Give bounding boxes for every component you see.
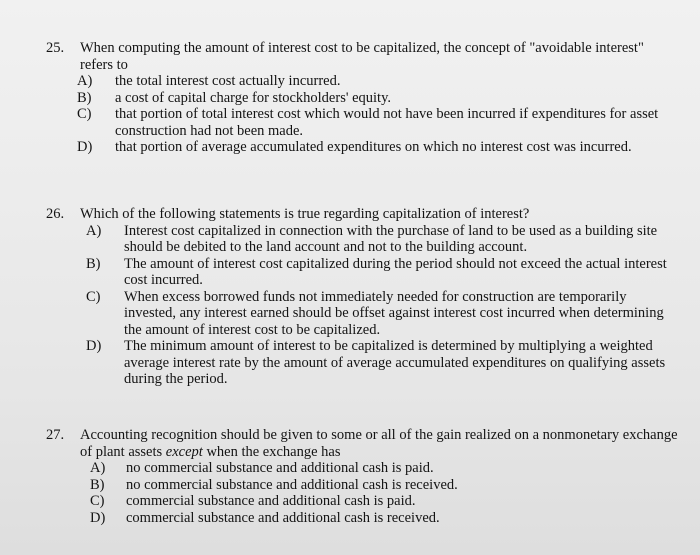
option-letter: B) xyxy=(86,255,101,272)
question-stem xyxy=(40,40,680,73)
option-a xyxy=(40,223,680,256)
option-text: no commercial substance and additional cash is paid. xyxy=(126,460,434,476)
option-text: The minimum amount of interest to be capitalized is determined by multiplying a weighted average interest rate by the amount of average accumulated expenditures on qualifying assets during the period. xyxy=(124,338,666,387)
option-text: that portion of total interest cost which would not have been incurred if expenditures for asset construction had not been made. xyxy=(115,106,659,139)
option-d xyxy=(40,510,680,527)
option-d xyxy=(40,338,680,388)
option-letter: C) xyxy=(90,493,105,509)
question-text-emphasis: except xyxy=(165,443,203,460)
option-letter: B) xyxy=(77,89,92,106)
option-letter: D) xyxy=(77,139,93,155)
question-text-after: when the exchange has xyxy=(202,443,341,460)
option-text: that portion of average accumulated expenditures on which no interest cost was incurred. xyxy=(115,139,632,155)
question-27 xyxy=(40,427,680,526)
option-a xyxy=(40,73,680,90)
option-text: The amount of interest cost capitalized during the period should not exceed the actual interest cost incurred. xyxy=(124,255,667,288)
option-text: commercial substance and additional cash is received. xyxy=(126,509,440,526)
question-25 xyxy=(40,40,680,156)
option-text: commercial substance and additional cash is paid. xyxy=(126,493,416,509)
question-number: 25. xyxy=(46,40,65,56)
question-stem xyxy=(40,427,680,460)
question-stem xyxy=(40,206,680,223)
option-a xyxy=(40,460,680,477)
option-b xyxy=(40,90,680,107)
option-letter: C) xyxy=(77,106,92,122)
question-text: Which of the following statements is true regarding capitalization of interest? xyxy=(80,206,530,222)
question-number: 26. xyxy=(46,206,65,222)
option-letter: B) xyxy=(90,476,105,493)
option-letter: A) xyxy=(77,73,93,89)
option-text: a cost of capital charge for stockholders' equity. xyxy=(115,89,392,106)
option-c xyxy=(40,493,680,510)
question-26 xyxy=(40,206,680,388)
option-letter: A) xyxy=(86,222,102,239)
option-text: When excess borrowed funds not immediately needed for construction are temporarily invested, any interest earned should be offset against interest cost incurred when determining the amount of interest cost to be capitalized. xyxy=(124,288,664,338)
option-text: no commercial substance and additional cash is received. xyxy=(126,476,458,493)
question-number: 27. xyxy=(46,427,65,443)
option-b xyxy=(40,256,680,289)
question-text-before: Accounting recognition should be given to some or all of the gain realized on a nonmonetary exchange of plant assets xyxy=(80,427,678,460)
option-letter: A) xyxy=(90,460,106,476)
option-d xyxy=(40,139,680,156)
option-b xyxy=(40,477,680,494)
option-letter: D) xyxy=(86,338,102,354)
option-letter: D) xyxy=(90,509,106,526)
option-letter: C) xyxy=(86,288,101,305)
option-text: the total interest cost actually incurred. xyxy=(115,73,341,89)
option-c xyxy=(40,106,680,139)
option-text: Interest cost capitalized in connection with the purchase of land to be used as a building site should be debited to the land account and not to the building account. xyxy=(124,222,658,255)
question-text: When computing the amount of interest cost to be capitalized, the concept of "avoidable interest" refers to xyxy=(80,40,644,73)
option-c xyxy=(40,289,680,339)
